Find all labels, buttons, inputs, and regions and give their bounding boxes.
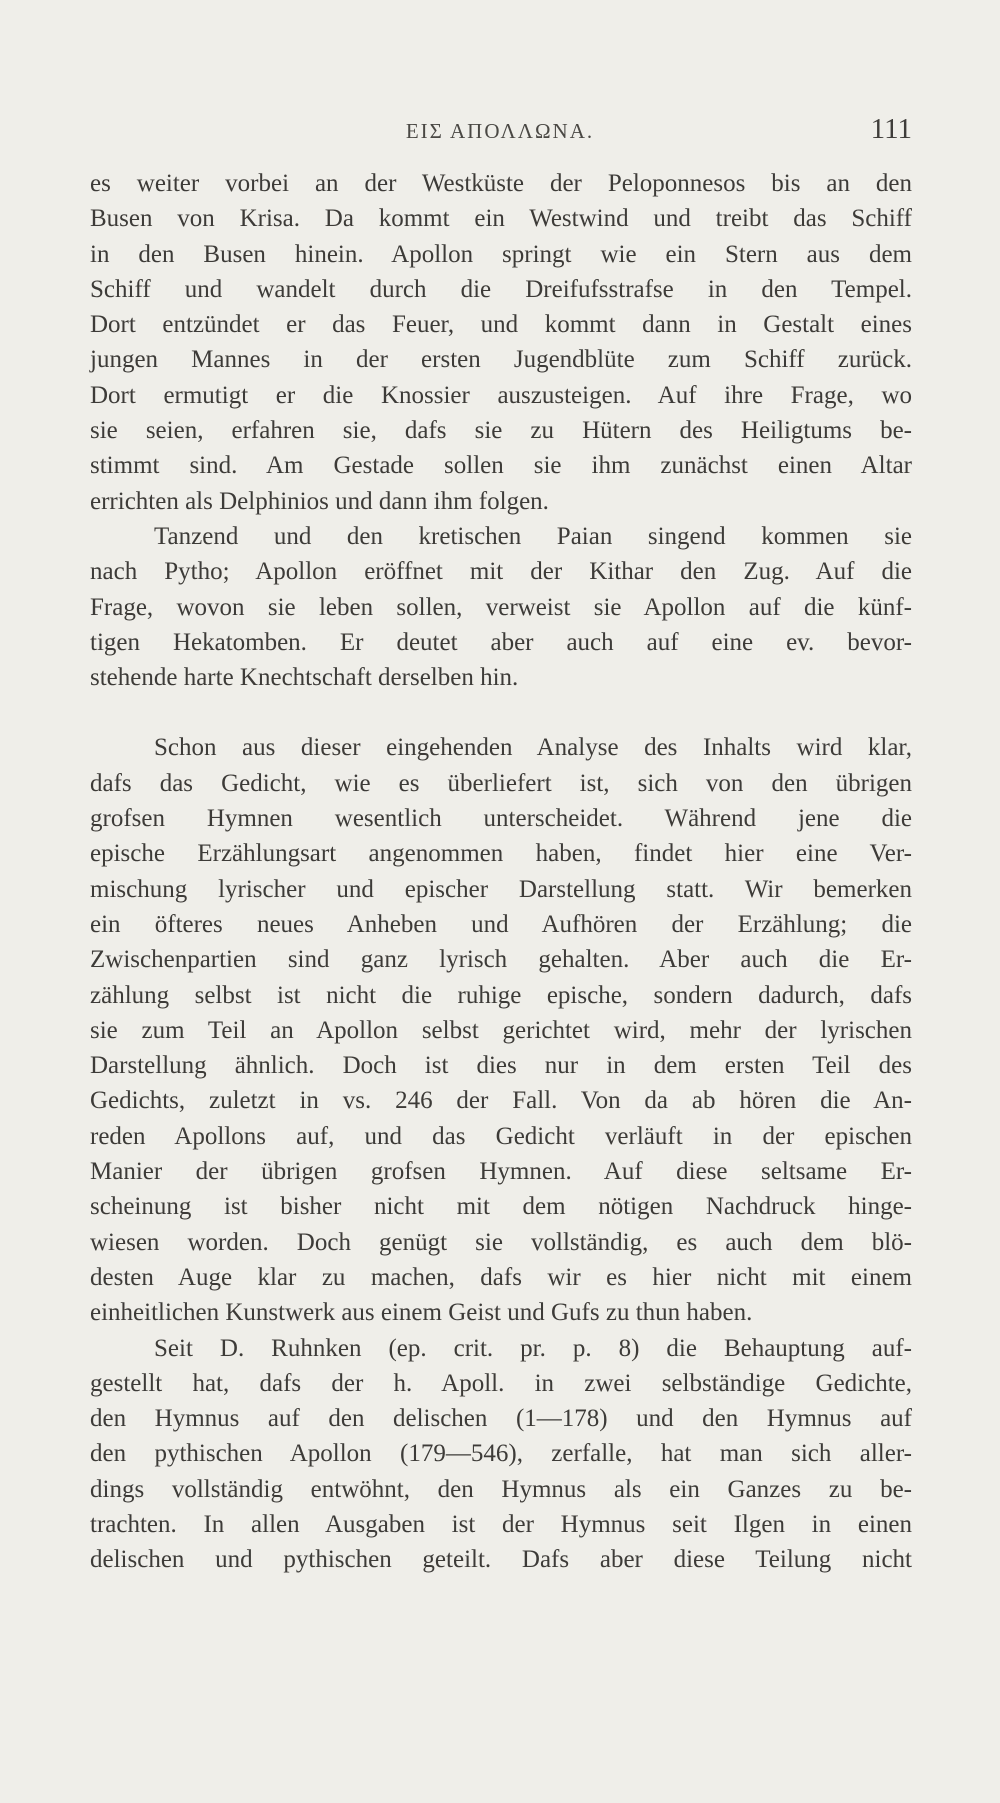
running-header bbox=[0, 113, 1000, 153]
paragraph-start-line: Schon aus dieser eingehenden Analyse des Inhalts wird klar, bbox=[154, 734, 912, 762]
running-title: ΕΙΣ ΑΠΟΛΛΩΝΑ. bbox=[405, 119, 595, 143]
paragraph-start-line: Tanzend und den kretischen Paian singend kommen sie bbox=[154, 522, 912, 550]
text-line: nach Pytho; Apollon eröffnet mit der Kithar den Zug. Auf die bbox=[90, 558, 912, 586]
text-line: stimmt sind. Am Gestade sollen sie ihm zunächst einen Altar bbox=[90, 452, 912, 480]
text-line: in den Busen hinein. Apollon springt wie ein Stern aus dem bbox=[90, 240, 912, 268]
text-line: Darstellung ähnlich. Doch ist dies nur in dem ersten Teil des bbox=[90, 1052, 912, 1080]
text-line: ein öfteres neues Anheben und Aufhören der Erzählung; die bbox=[90, 910, 912, 938]
text-line: sie zum Teil an Apollon selbst gerichtet wird, mehr der lyrischen bbox=[90, 1016, 912, 1044]
text-line: den pythischen Apollon (179—546), zerfalle, hat man sich aller- bbox=[90, 1440, 912, 1468]
text-line: den Hymnus auf den delischen (1—178) und den Hymnus auf bbox=[90, 1405, 912, 1433]
text-line: errichten als Delphinios und dann ihm folgen. bbox=[90, 487, 549, 515]
text-line: einheitlichen Kunstwerk aus einem Geist und Gufs zu thun haben. bbox=[90, 1299, 753, 1327]
text-line: Dort ermutigt er die Knossier auszusteigen. Auf ihre Frage, wo bbox=[90, 381, 912, 409]
page-number: 111 bbox=[870, 113, 912, 145]
text-line: Busen von Krisa. Da kommt ein Westwind und treibt das Schiff bbox=[90, 205, 912, 233]
text-line: Schiff und wandelt durch die Dreifufsstrafse in den Tempel. bbox=[90, 275, 912, 303]
paragraph-start-line: Seit D. Ruhnken (ep. crit. pr. p. 8) die Behauptung auf- bbox=[154, 1334, 912, 1362]
text-line: stehende harte Knechtschaft derselben hin. bbox=[90, 664, 519, 692]
text-line: tigen Hekatomben. Er deutet aber auch auf eine ev. bevor- bbox=[90, 628, 912, 656]
text-line: scheinung ist bisher nicht mit dem nötigen Nachdruck hinge- bbox=[90, 1193, 912, 1221]
text-line: dings vollständig entwöhnt, den Hymnus als ein Ganzes zu be- bbox=[90, 1475, 912, 1503]
text-line: Dort entzündet er das Feuer, und kommt dann in Gestalt eines bbox=[90, 311, 912, 339]
text-line: mischung lyrischer und epischer Darstellung statt. Wir bemerken bbox=[90, 875, 912, 903]
text-line: wiesen worden. Doch genügt sie vollständig, es auch dem blö- bbox=[90, 1228, 912, 1256]
text-line: Zwischenpartien sind ganz lyrisch gehalten. Aber auch die Er- bbox=[90, 946, 912, 974]
text-line: sie seien, erfahren sie, dafs sie zu Hütern des Heiligtums be- bbox=[90, 417, 912, 445]
text-line: zählung selbst ist nicht die ruhige epische, sondern dadurch, dafs bbox=[90, 981, 912, 1009]
text-line: es weiter vorbei an der Westküste der Peloponnesos bis an den bbox=[90, 170, 912, 197]
text-line: desten Auge klar zu machen, dafs wir es hier nicht mit einem bbox=[90, 1263, 912, 1291]
text-line: epische Erzählungsart angenommen haben, findet hier eine Ver- bbox=[90, 840, 912, 868]
text-line: reden Apollons auf, und das Gedicht verläuft in der epischen bbox=[90, 1122, 912, 1150]
text-line: dafs das Gedicht, wie es überliefert ist, sich von den übrigen bbox=[90, 769, 912, 797]
text-line: gestellt hat, dafs der h. Apoll. in zwei selbständige Gedichte, bbox=[90, 1369, 912, 1397]
text-line: Gedichts, zuletzt in vs. 246 der Fall. Von da ab hören die An- bbox=[90, 1087, 912, 1115]
text-line: Frage, wovon sie leben sollen, verweist sie Apollon auf die künf- bbox=[90, 593, 912, 621]
text-line: grofsen Hymnen wesentlich unterscheidet. Während jene die bbox=[90, 805, 912, 833]
text-line: trachten. In allen Ausgaben ist der Hymnus seit Ilgen in einen bbox=[90, 1510, 912, 1538]
section-gap bbox=[90, 695, 912, 730]
text-line: jungen Mannes in der ersten Jugendblüte zum Schiff zurück. bbox=[90, 346, 912, 374]
text-line: delischen und pythischen geteilt. Dafs aber diese Teilung nicht bbox=[90, 1546, 912, 1574]
body-text bbox=[90, 166, 912, 1578]
text-line: Manier der übrigen grofsen Hymnen. Auf diese seltsame Er- bbox=[90, 1158, 912, 1186]
